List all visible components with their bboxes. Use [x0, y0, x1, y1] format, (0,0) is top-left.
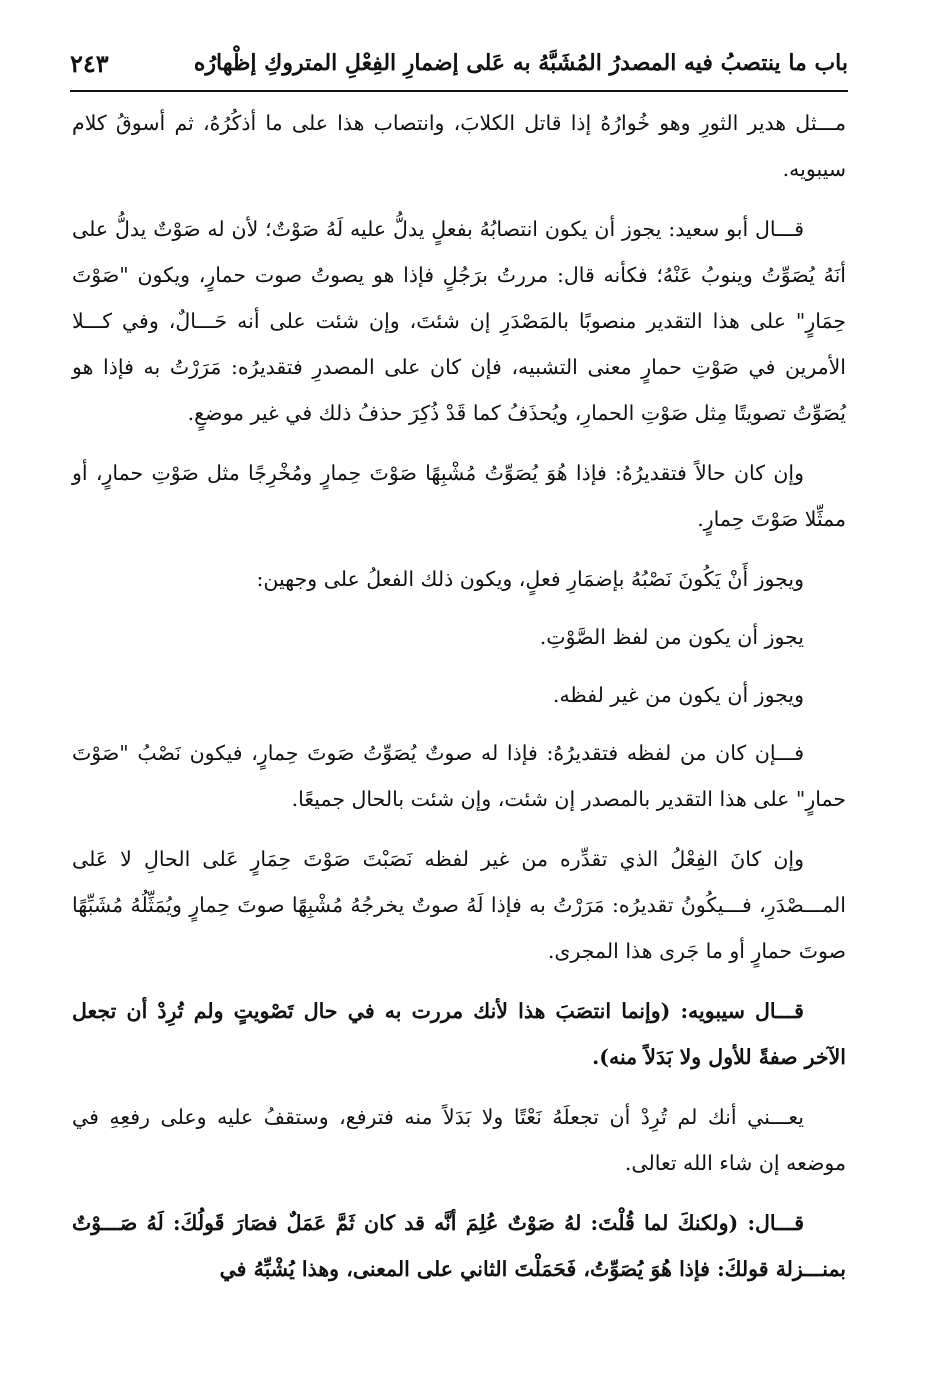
paragraph: يعـــني أنك لم تُرِدْ أن تجعلَهُ نَعْتًا ولا بَدَلاً منه فترفع، وستقفُ عليه وعلى رفعِهِ في موضعه إن شاء الله تعالى. [72, 1105, 846, 1175]
paragraph: ويجوز أن يكون من غير لفظه. [552, 683, 804, 707]
paragraph: مـــثل هدير الثورِ وهو خُوارُهُ إذا قاتل الكلابَ، وانتصاب هذا على ما أذكُرُهُ، ثم أسوقُ كلام سيبويه. [72, 111, 846, 181]
paragraph: وإن كان حالاً فتقديرُهُ: فإذا هُوَ يُصَوِّتُ مُشْبِهًا صَوْتَ حِمارٍ ومُخْرِجًا مثل صَوْتِ حمارٍ، أو ممثِّلا صَوْتَ حِمارٍ. [72, 461, 846, 531]
paragraph: وإن كانَ الفِعْلُ الذي تقدِّره من غير لفظه نَصَبْتَ صَوْتَ حِمَارٍ عَلى الحالِ لا عَلى المـــصْدَرِ، فـــيكُونُ تقديرُه: مَرَرْتُ به فإذا لَهُ صوتٌ يخرجُهُ مُشْبِهًا صوتَ حِمارٍ ويُمَثِّلُهُ مُشَبِّهًا صوتَ حمارٍ أو ما جَرى هذا المجرى. [72, 847, 846, 963]
page-body [72, 100, 846, 1306]
paragraph: فـــإن كان من لفظه فتقديرُهُ: فإذا له صوتٌ يُصَوِّتُ صَوتَ حِمارٍ، فيكون نَصْبُ "صَوْتَ حمارٍ" على هذا التقدير بالمصدر إن شئت، وإن شئت بالحال جميعًا. [72, 741, 846, 811]
page-number: ٢٤٣ [70, 48, 109, 78]
paragraph: قـــال أبو سعيد: يجوز أن يكون انتصابُهُ بفعلٍ يدلُّ عليه لَهُ صَوْتٌ؛ لأن له صَوْتٌ يدلُّ على أنَهُ يُصَوِّتُ وينوبُ عَنْهُ؛ فكأنه قال: مررتُ برَجُلٍ فإذا هو يصوتُ صوت حمارٍ، ويكون "صَوْتَ حِمَارٍ" على هذا التقدير منصوبًا بالمَصْدَرِ إن شئتَ، وإن شئت على أنه حَـــالٌ، وفي كـــلا الأمرين في صَوْتِ حمارٍ معنى التشبيه، فإن كان على المصدرِ فتقديرُه: مَرَرْتُ به فإذا هو يُصَوِّتُ تصويتًا مِثل صَوْتِ الحمارِ، ويُحذَفُ كما قَدْ ذُكِرَ حذفُ ذلك في غير موضعٍ. [72, 217, 846, 425]
running-title: باب ما ينتصبُ فيه المصدرُ المُشَبَّهُ به عَلى إضمارِ الفِعْلِ المتروكِ إظْهارُه [193, 50, 848, 76]
header-rule [70, 90, 848, 92]
paragraph: يجوز أن يكون من لفظ الصَّوْتِ. [539, 625, 804, 649]
quote-paragraph: قـــال سيبويه: (وإنما انتصَبَ هذا لأنك مررت به في حال تَصْويتٍ ولم تُرِدْ أن تجعل الآخر صفةً للأول ولا بَدَلاً منه). [72, 999, 846, 1069]
page-header [70, 38, 848, 88]
paragraph: ويجوز أَنْ يَكُونَ نَصْبُهُ بإضمَارِ فعلٍ، ويكون ذلك الفعلُ على وجهين: [256, 567, 804, 591]
quote-paragraph: قـــال: (ولكنكَ لما قُلْتَ: لهُ صَوْتٌ عُلِمَ أنَّه قد كان ثَمَّ عَمَلٌ فصَارَ قَولُكَ: لَهُ صَـــوْتٌ بمنـــزلة قولكَ: فإذا هُوَ يُصَوِّتُ، فَحَمَلْتَ الثاني على المعنى، وهذا يُشْبِّهُ في [72, 1211, 846, 1281]
